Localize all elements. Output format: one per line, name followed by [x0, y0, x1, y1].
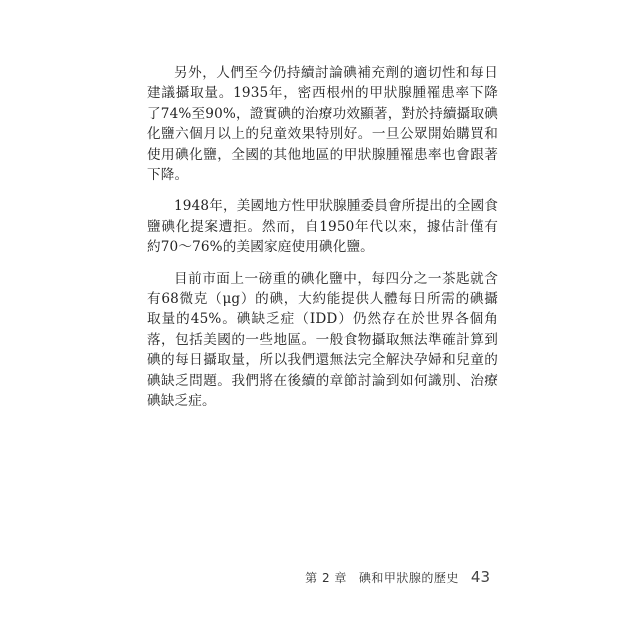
body-text [147, 63, 498, 423]
chapter-title: 碘和甲狀腺的歷史 [358, 571, 459, 585]
chapter-label: 第 2 章 [305, 571, 347, 585]
page-footer [305, 568, 490, 588]
paragraph-1: 另外，人們至今仍持續討論碘補充劑的適切性和每日建議攝取量。1935年，密西根州的甲狀腺腫罹患率下降了74%至90%，證實碘的治療功效顯著，對於持續攝取碘化鹽六個月以上的兒童效果特別好。一旦公眾開始購買和使用碘化鹽，全國的其他地區的甲狀腺腫罹患率也會跟著下降。 [147, 65, 498, 184]
paragraph-3: 目前市面上一磅重的碘化鹽中，每四分之一茶匙就含有68微克（μg）的碘，大約能提供人體每日所需的碘攝取量的45%。碘缺乏症（IDD）仍然存在於世界各個角落，包括美國的一些地區。一般食物攝取無法準確計算到碘的每日攝取量，所以我們還無法完全解決孕婦和兒童的碘缺乏問題。我們將在後續的章節討論到如何識別、治療碘缺乏症。 [147, 270, 498, 410]
page-number: 43 [470, 568, 490, 586]
paragraph-2: 1948年，美國地方性甲狀腺腫委員會所提出的全國食鹽碘化提案遭拒。然而，自1950年代以來，據估計僅有約70～76%的美國家庭使用碘化鹽。 [147, 198, 498, 256]
